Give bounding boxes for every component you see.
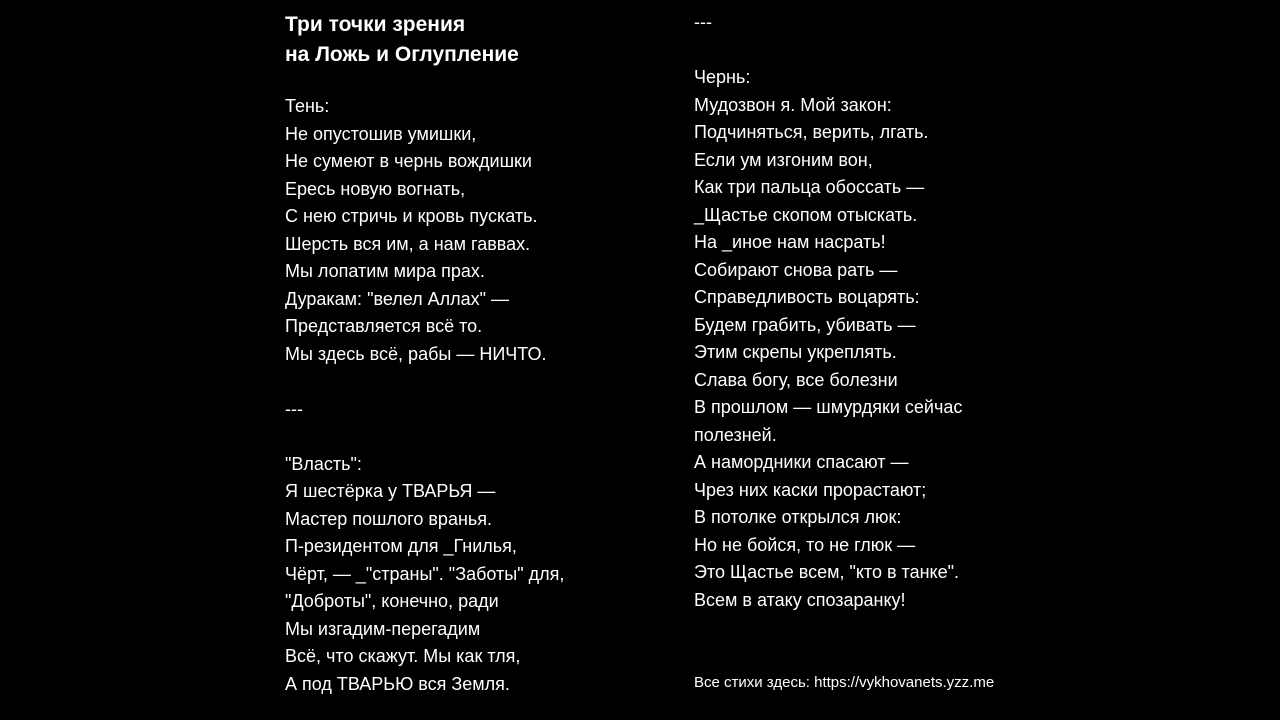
poem-line: Справедливость воцарять: [694,287,920,307]
poem-title-line-2: на Ложь и Оглупление [285,43,519,66]
poem-line: Чёрт, — _"страны". "Заботы" для, [285,563,565,584]
poem-title-line-1: Три точки зрения [285,13,466,36]
poem-line: Если ум изгоним вон, [694,149,873,170]
poem-line: Шерсть вся им, а нам гаввах. [285,233,531,254]
poem-line: Собирают снова рать — [694,259,898,280]
section-divider: --- [285,398,303,419]
poem-line: Дуракам: "велел Аллах" — [285,288,510,309]
poem-line: Будем грабить, убивать — [694,314,916,335]
poem-line: Подчиняться, верить, лгать. [694,122,929,142]
poem-line: _Щастье скопом отыскать. [694,204,918,225]
poem-line: А под ТВАРЬЮ вся Земля. [285,673,510,694]
left-column [285,0,665,698]
poem-line: Я шестёрка у ТВАРЬЯ — [285,481,496,501]
poem-line: Всем в атаку спозаранку! [694,589,906,610]
poem-line: Мы изгадим-перегадим [285,618,481,639]
poem-line: Не сумеют в чернь вождишки [285,151,532,171]
blank-line [285,368,665,396]
right-stanzas [694,9,1074,614]
poem-line: С нею стричь и кровь пускать. [285,206,538,226]
poem-line: Не опустошив умишки, [285,123,477,144]
poem-title [285,10,665,70]
poem-line: Этим скрепы укреплять. [694,342,897,362]
poem-line: Мастер пошлого вранья. [285,508,493,529]
poem-line: Как три пальца обоссать — [694,177,925,197]
poem-line: полезней. [694,424,777,445]
poem-line: Чрез них каски прорастают; [694,479,927,500]
poem-line: "Власть": [285,453,362,474]
poem-line: Это Щастье всем, "кто в танке". [694,562,960,582]
poem-line: Мудозвон я. Мой закон: [694,94,892,115]
poem-line: "Доброты", конечно, ради [285,591,499,611]
poem-line: В прошлом — шмурдяки сейчас [694,397,963,417]
blank-line [694,37,1074,65]
poem-line: А намордники спасают — [694,452,909,472]
blank-line [285,423,665,451]
right-column [694,0,1074,614]
poem-line: Чернь: [694,67,751,87]
section-divider: --- [694,12,712,32]
poem-line: Мы здесь всё, рабы — НИЧТО. [285,343,547,364]
poem-line: Мы лопатим мира прах. [285,261,485,281]
poem-line: Представляется всё то. [285,316,483,336]
poem-line: Но не бойся, то не глюк — [694,534,916,555]
poem-line: Ересь новую вогнать, [285,178,466,199]
left-stanzas [285,93,665,698]
poem-line: Тень: [285,96,330,116]
footer-link-text: Все стихи здесь: https://vykhovanets.yzz.me [694,674,995,691]
poem-line: Всё, что скажут. Мы как тля, [285,646,521,666]
poem-line: П-резидентом для _Гнилья, [285,536,517,556]
poem-line: В потолке открылся люк: [694,507,902,527]
poem-line: Слава богу, все болезни [694,369,898,390]
poem-line: На _иное нам насрать! [694,232,886,252]
